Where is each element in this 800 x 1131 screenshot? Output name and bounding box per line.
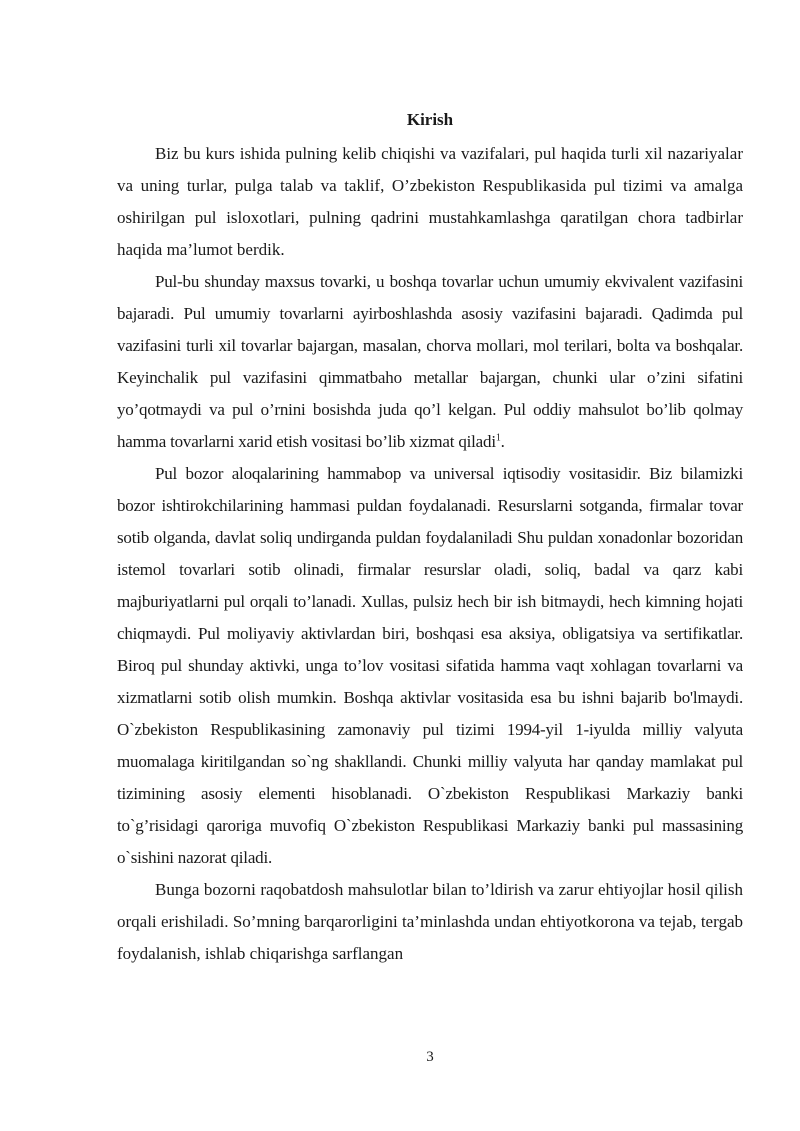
page-title: Kirish (406, 110, 454, 129)
paragraph-intro: Biz bu kurs ishida pulning kelib chiqishi va vazifalari, pul haqida turli xil nazariyalar va uning turlar, pulga talab va taklif, O’zbekiston Respublikasida pul tizimi va amalga oshirilgan pul isloxotlari, pulning qadrini mustahkamlashga qaratilgan chora tadbirlar haqida ma’lumot berdik. (117, 144, 743, 259)
paragraph-money-definition-text: Pul-bu shunday maxsus tovarki, u boshqa tovarlar uchun umumiy ekvivalent vazifasini bajaradi. Pul umumiy tovarlarni ayirboshlashda asosiy vazifasini bajaradi. Qadimda pul vazifasini turli xil tovarlar bajargan, masalan, chorva mollari, mol terilari, bolta va boshqalar. Keyinchalik pul vazifasini qimmatbaho metallar bajargan, chunki ular o’zini sifatini yo’qotmaydi va pul o’rnini bosishda juda qo’l kelgan. Pul oddiy mahsulot bo’lib qolmay hamma tovarlarni xarid etish vositasi bo’lib xizmat qiladi (117, 272, 743, 451)
paragraph-market-relations: Pul bozor aloqalarining hammabop va universal iqtisodiy vositasidir. Biz bilamizki bozor ishtirokchilarining hammasi puldan foydalanadi. Resurslarni sotganda, firmalar tovar sotib olganda, davlat soliq undirganda puldan foydalaniladi Shu puldan xonadonlar bozoridan istemol tovarlari sotib olinadi, firmalar resurslar oladi, soliq, badal va qarz kabi majburiyatlarni pul orqali to’lanadi. Xullas, pulsiz hech bir ish bitmaydi, hech kimning hojati chiqmaydi. Pul moliyaviy aktivlardan biri, boshqasi esa aksiya, obligatsiya va sertifikatlar. Biroq pul shunday aktivki, unga to’lov vositasi sifatida hamma vaqt xohlagan tovarlarni va xizmatlarni sotib olish mumkin. Boshqa aktivlar vositasida esa bu ishni bajarib bo'lmaydi. O`zbekiston Respublikasining zamonaviy pul tizimi 1994-yil 1-iyulda milliy valyuta muomalaga kiritilgandan so`ng shakllandi. Chunki milliy valyuta har qanday mamlakat pul tizimining asosiy elementi hisoblanadi. O`zbekiston Respublikasi Markaziy banki to`g’risidagi qaroriga muvofiq O`zbekiston Respublikasi Markaziy banki pul massasining o`sishini nazorat qiladi. (117, 464, 743, 867)
document-body (117, 138, 743, 970)
page-number: 3 (426, 1049, 434, 1065)
footnote-reference[interactable]: 1 (495, 432, 501, 444)
paragraph-market-competition: Bunga bozorni raqobatdosh mahsulotlar bilan to’ldirish va zarur ehtiyojlar hosil qilish orqali erishiladi. So’mning barqarorligini ta’minlashda undan ehtiyotkorona va tejab, tergab foydalanish, ishlab chiqarishga sarflangan (117, 880, 743, 963)
paragraph-money-definition-tail: . (500, 432, 505, 451)
paragraph-money-definition (117, 266, 743, 458)
